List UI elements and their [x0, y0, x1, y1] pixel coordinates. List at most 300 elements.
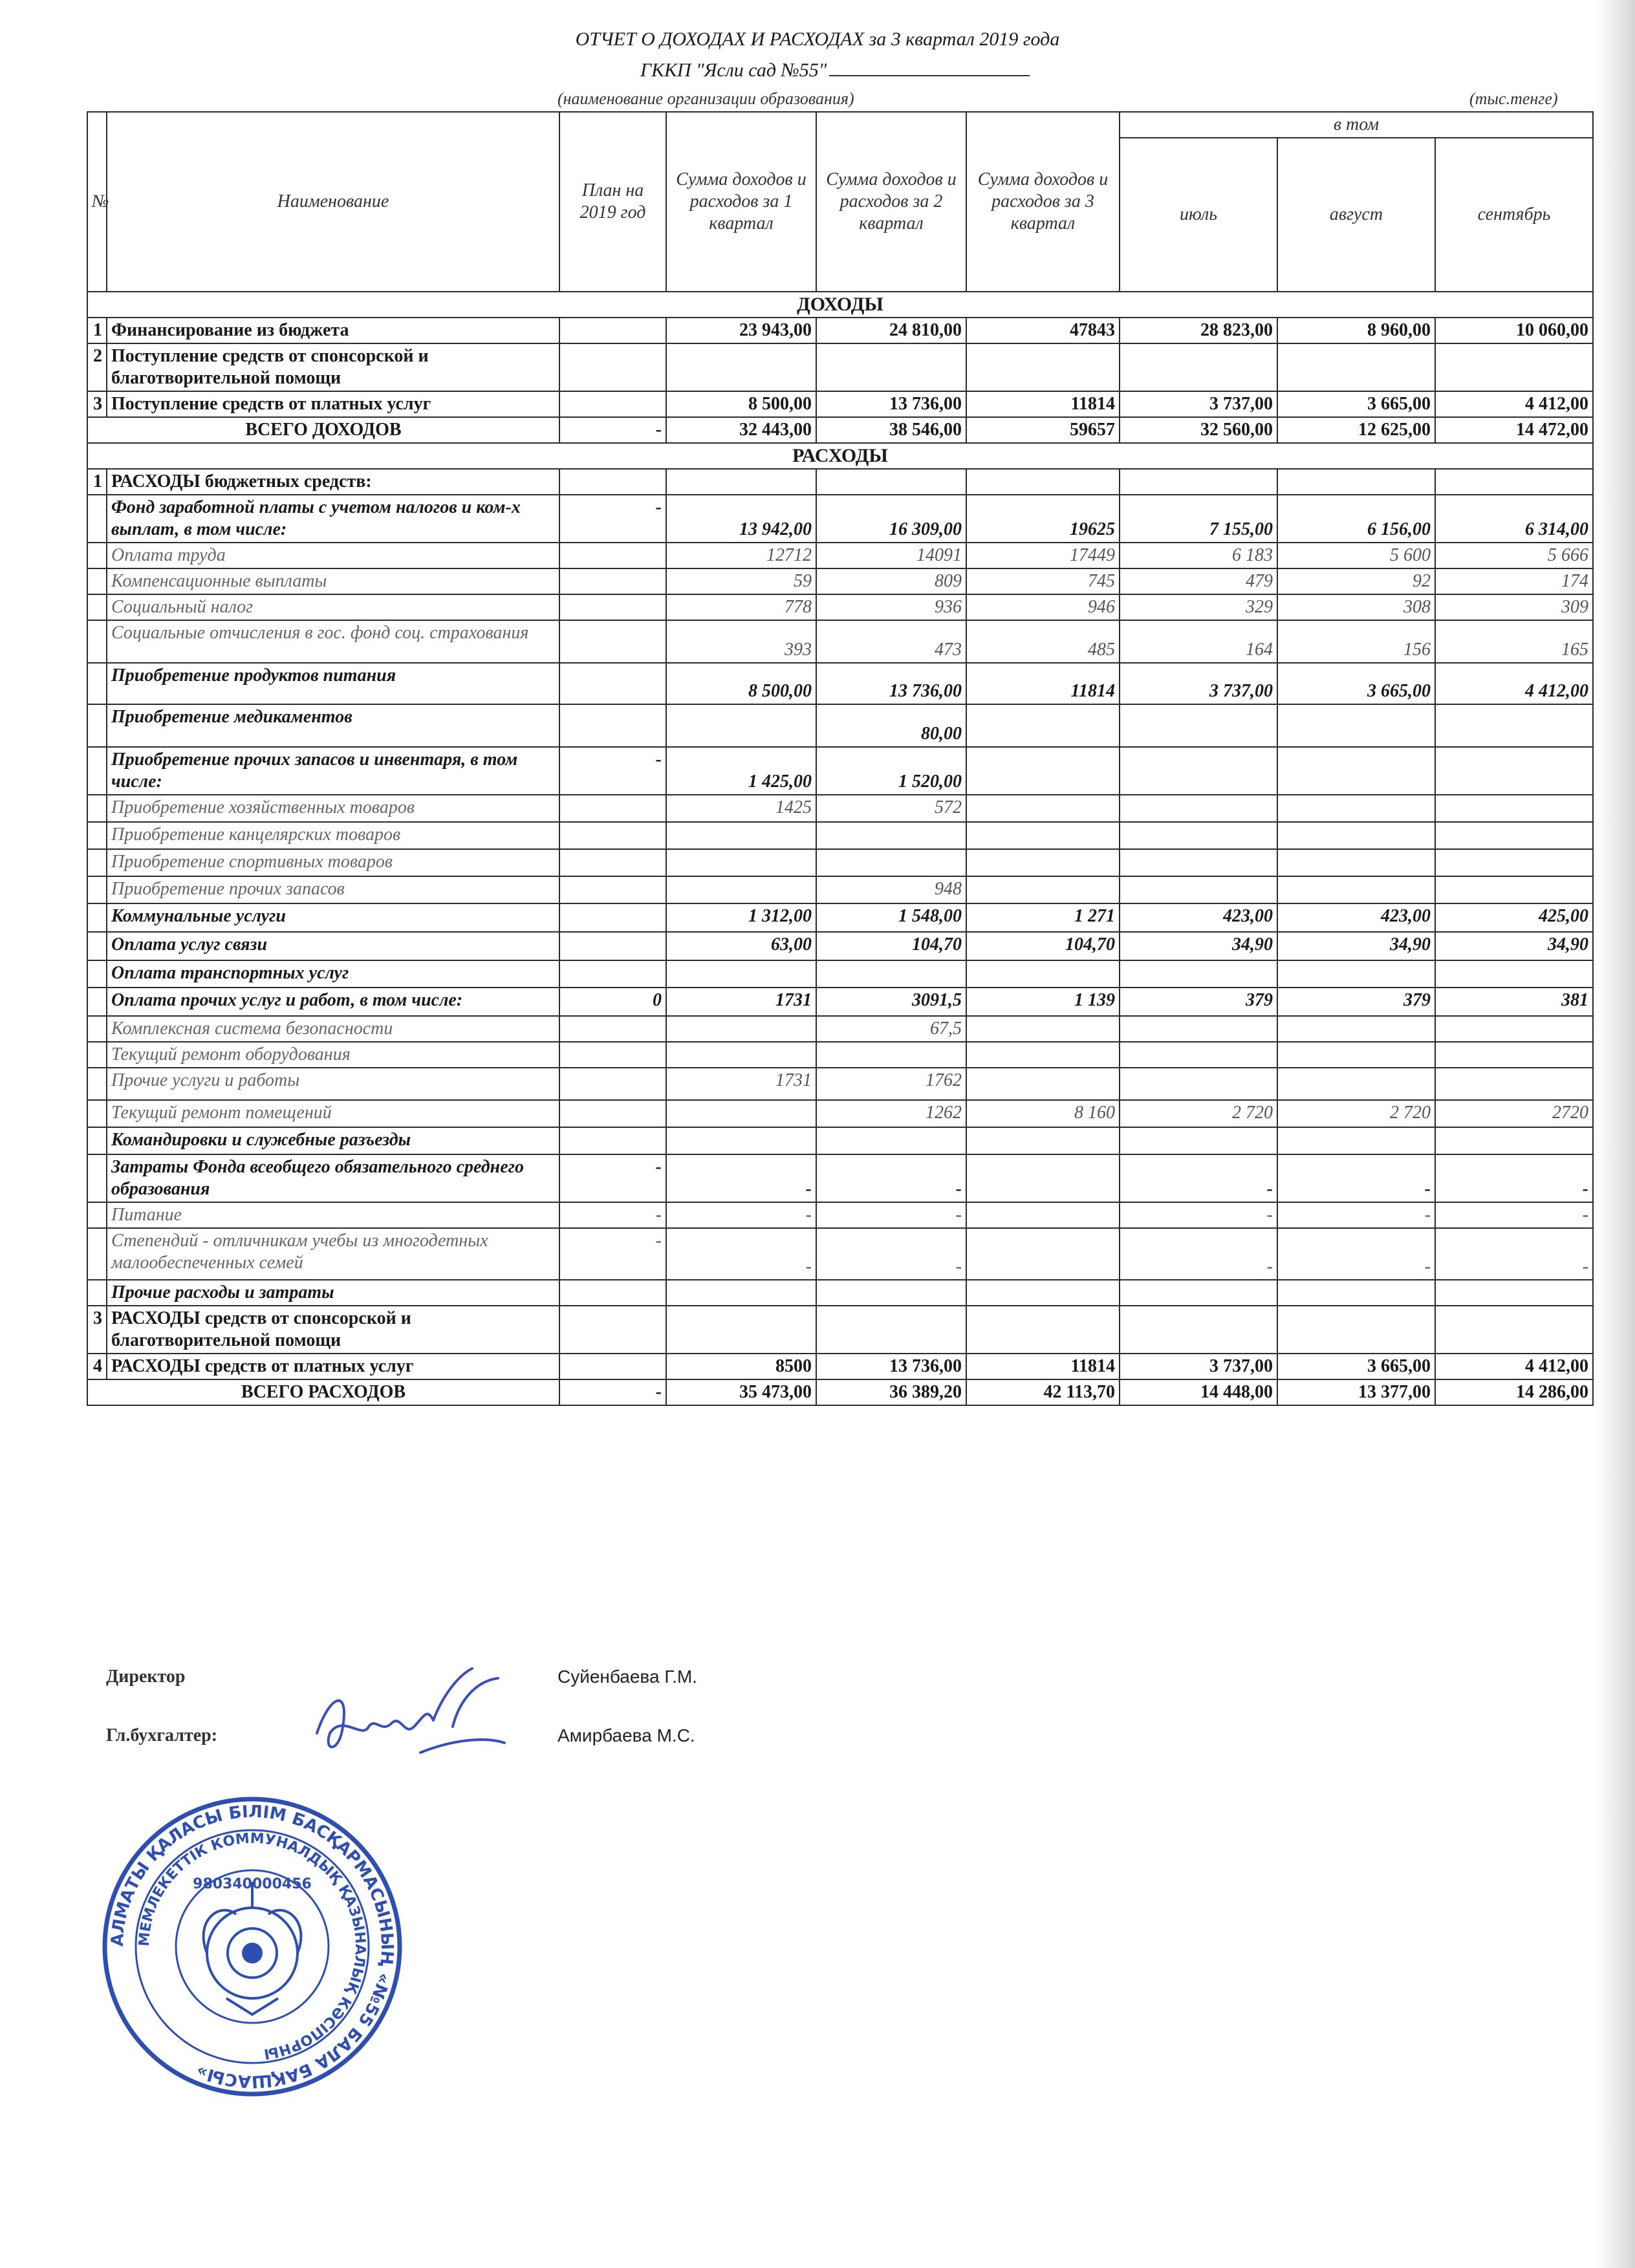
cell-august: 6 156,00: [1277, 495, 1435, 543]
row-number: [87, 932, 107, 960]
cell-q3: [966, 1016, 1120, 1042]
row-number: [87, 903, 107, 932]
organization-name-text: ГККП "Ясли сад №55": [640, 59, 827, 81]
expenses-section: [87, 443, 1593, 469]
underline: [829, 75, 1030, 76]
cell-august: [1277, 1068, 1435, 1100]
expense-row: [87, 1306, 1593, 1354]
cell-september: 381: [1435, 988, 1593, 1016]
cell-q2: 67,5: [816, 1016, 966, 1042]
cell-september: [1435, 469, 1593, 495]
cell-q2: [816, 469, 966, 495]
cell-q1: 1 312,00: [666, 903, 816, 932]
income-section: [87, 292, 1593, 318]
col-header-august: август: [1277, 138, 1435, 292]
cell-september: [1435, 795, 1593, 822]
cell-q1: [666, 704, 816, 747]
scan-edge-shadow: [1596, 0, 1635, 2268]
cell-september: 4 412,00: [1435, 663, 1593, 704]
cell-q3: [966, 795, 1120, 822]
row-number: [87, 795, 107, 822]
accountant-label: Гл.бухгалтер:: [106, 1725, 218, 1745]
row-label: Приобретение хозяйственных товаров: [107, 795, 559, 822]
cell-september: 6 314,00: [1435, 495, 1593, 543]
cell-plan: [559, 1306, 666, 1354]
signature-image: [304, 1656, 511, 1778]
row-label: Приобретение прочих запасов и инвентаря, в том числе:: [107, 747, 559, 795]
cell-august: [1277, 849, 1435, 876]
emblem-icon: [204, 1882, 301, 2014]
cell-plan: [559, 318, 666, 343]
cell-august: 308: [1277, 594, 1435, 620]
cell-august: [1277, 704, 1435, 747]
row-label: Социальные отчисления в гос. фонд соц. страхования: [107, 620, 559, 663]
cell-q1: [666, 849, 816, 876]
row-number: [87, 1068, 107, 1100]
cell-plan: [559, 795, 666, 822]
expense-row: [87, 1280, 1593, 1306]
row-number: 4: [87, 1354, 107, 1379]
expense-row: [87, 822, 1593, 849]
cell-august: -: [1277, 1154, 1435, 1202]
income-section-title: ДОХОДЫ: [87, 292, 1593, 318]
stamp-outer-text: АЛМАТЫ ҚАЛАСЫ БІЛІМ БАСҚАРМАСЫНЫҢ «№55 БАЛА БАҚШАСЫ»: [107, 1802, 397, 2091]
cell-plan: [559, 849, 666, 876]
row-label: Текущий ремонт помещений: [107, 1100, 559, 1127]
cell-august: [1277, 822, 1435, 849]
cell-q3: 1 271: [966, 903, 1120, 932]
cell-q3: 485: [966, 620, 1120, 663]
cell-july: 3 737,00: [1120, 1354, 1277, 1379]
cell-q3: [966, 469, 1120, 495]
cell-august: 423,00: [1277, 903, 1435, 932]
expense-row: [87, 663, 1593, 704]
row-label: Финансирование из бюджета: [107, 318, 559, 343]
cell-q1: [666, 1042, 816, 1068]
cell-q1: 63,00: [666, 932, 816, 960]
cell-august: 3 665,00: [1277, 1354, 1435, 1379]
cell-plan: [559, 663, 666, 704]
cell-plan: [559, 543, 666, 568]
cell-september: [1435, 1068, 1593, 1100]
cell-q2: [816, 849, 966, 876]
cell-plan: [559, 343, 666, 391]
cell-august: [1277, 1016, 1435, 1042]
cell-plan: [559, 932, 666, 960]
expense-row: [87, 960, 1593, 988]
total-q3: 59657: [966, 417, 1120, 443]
cell-september: 309: [1435, 594, 1593, 620]
cell-july: [1120, 1042, 1277, 1068]
expenses-total-row: [87, 1379, 1593, 1405]
total-july: 32 560,00: [1120, 417, 1277, 443]
row-number: [87, 988, 107, 1016]
cell-q3: [966, 822, 1120, 849]
expense-row: [87, 1154, 1593, 1202]
cell-q3: [966, 747, 1120, 795]
col-header-no: №: [87, 112, 107, 292]
cell-july: [1120, 1068, 1277, 1100]
cell-august: [1277, 343, 1435, 391]
cell-q2: -: [816, 1202, 966, 1228]
row-number: [87, 1154, 107, 1202]
cell-july: [1120, 795, 1277, 822]
cell-q3: 47843: [966, 318, 1120, 343]
cell-q1: [666, 1306, 816, 1354]
income-row: [87, 391, 1593, 417]
row-label: Степендий - отличникам учебы из многодетных малообеспеченных семей: [107, 1228, 559, 1280]
cell-july: 329: [1120, 594, 1277, 620]
row-label: Оплата транспортных услуг: [107, 960, 559, 988]
cell-q2: 3091,5: [816, 988, 966, 1016]
row-number: [87, 822, 107, 849]
cell-september: [1435, 876, 1593, 903]
expense-row: [87, 568, 1593, 594]
cell-september: 174: [1435, 568, 1593, 594]
cell-q3: 11814: [966, 663, 1120, 704]
cell-q1: 13 942,00: [666, 495, 816, 543]
cell-september: -: [1435, 1228, 1593, 1280]
cell-plan: [559, 1100, 666, 1127]
cell-august: [1277, 1042, 1435, 1068]
cell-july: -: [1120, 1228, 1277, 1280]
cell-september: 165: [1435, 620, 1593, 663]
cell-q1: [666, 1127, 816, 1154]
total-september: 14 286,00: [1435, 1379, 1593, 1405]
cell-q1: 778: [666, 594, 816, 620]
row-label: Оплата труда: [107, 543, 559, 568]
cell-q2: 1 520,00: [816, 747, 966, 795]
cell-september: [1435, 822, 1593, 849]
cell-plan: [559, 594, 666, 620]
cell-q2: [816, 822, 966, 849]
cell-september: 4 412,00: [1435, 391, 1593, 417]
cell-july: 2 720: [1120, 1100, 1277, 1127]
cell-q2: 14091: [816, 543, 966, 568]
row-label: Приобретение продуктов питания: [107, 663, 559, 704]
organization-caption: (наименование организации образования): [558, 89, 854, 108]
cell-q3: [966, 1306, 1120, 1354]
expense-row: [87, 495, 1593, 543]
row-number: [87, 1127, 107, 1154]
expense-row: [87, 1354, 1593, 1379]
cell-q3: [966, 704, 1120, 747]
cell-july: -: [1120, 1202, 1277, 1228]
report-table-body: [87, 292, 1593, 1405]
expense-row: [87, 469, 1593, 495]
total-q3: 42 113,70: [966, 1379, 1120, 1405]
cell-q2: [816, 1280, 966, 1306]
cell-q1: [666, 1100, 816, 1127]
cell-q1: [666, 1280, 816, 1306]
cell-q2: 13 736,00: [816, 663, 966, 704]
row-label: Коммунальные услуги: [107, 903, 559, 932]
cell-july: 7 155,00: [1120, 495, 1277, 543]
cell-q1: [666, 876, 816, 903]
cell-august: -: [1277, 1228, 1435, 1280]
total-september: 14 472,00: [1435, 417, 1593, 443]
total-plan: -: [559, 417, 666, 443]
row-label: Прочие услуги и работы: [107, 1068, 559, 1100]
row-label: Оплата прочих услуг и работ, в том числе:: [107, 988, 559, 1016]
row-number: [87, 1100, 107, 1127]
cell-july: [1120, 469, 1277, 495]
cell-plan: -: [559, 1154, 666, 1202]
cell-august: -: [1277, 1202, 1435, 1228]
cell-august: [1277, 747, 1435, 795]
row-number: [87, 1042, 107, 1068]
cell-july: 479: [1120, 568, 1277, 594]
row-label: Поступление средств от спонсорской и благотворительной помощи: [107, 343, 559, 391]
cell-q3: [966, 343, 1120, 391]
cell-september: [1435, 1127, 1593, 1154]
cell-plan: -: [559, 747, 666, 795]
col-header-q2: Сумма доходов и расходов за 2 квартал: [816, 112, 966, 292]
director-label: Директор: [106, 1667, 186, 1687]
cell-plan: [559, 822, 666, 849]
col-header-july: июль: [1120, 138, 1277, 292]
row-number: 1: [87, 318, 107, 343]
col-header-including: в том: [1120, 112, 1593, 138]
row-number: [87, 1280, 107, 1306]
cell-plan: [559, 1016, 666, 1042]
col-header-plan: План на 2019 год: [559, 112, 666, 292]
row-label: Комплексная система безопасности: [107, 1016, 559, 1042]
cell-q1: [666, 960, 816, 988]
cell-august: [1277, 1280, 1435, 1306]
cell-september: [1435, 1306, 1593, 1354]
cell-july: [1120, 822, 1277, 849]
cell-q3: 946: [966, 594, 1120, 620]
cell-q1: -: [666, 1228, 816, 1280]
expense-row: [87, 1042, 1593, 1068]
row-label: Прочие расходы и затраты: [107, 1280, 559, 1306]
cell-q1: 1425: [666, 795, 816, 822]
cell-q3: [966, 1228, 1120, 1280]
cell-plan: [559, 903, 666, 932]
expense-row: [87, 795, 1593, 822]
cell-july: 3 737,00: [1120, 663, 1277, 704]
cell-august: 8 960,00: [1277, 318, 1435, 343]
cell-q3: 8 160: [966, 1100, 1120, 1127]
cell-july: -: [1120, 1154, 1277, 1202]
row-label: Приобретение канцелярских товаров: [107, 822, 559, 849]
row-label: Питание: [107, 1202, 559, 1228]
cell-q2: [816, 1306, 966, 1354]
row-label: Социальный налог: [107, 594, 559, 620]
cell-august: 156: [1277, 620, 1435, 663]
income-row: [87, 343, 1593, 391]
cell-q1: 8500: [666, 1354, 816, 1379]
cell-august: [1277, 469, 1435, 495]
row-number: [87, 543, 107, 568]
cell-q1: 23 943,00: [666, 318, 816, 343]
expense-row: [87, 1228, 1593, 1280]
cell-q3: [966, 849, 1120, 876]
cell-august: 2 720: [1277, 1100, 1435, 1127]
row-label: Затраты Фонда всеобщего обязательного среднего образования: [107, 1154, 559, 1202]
total-q2: 38 546,00: [816, 417, 966, 443]
cell-q2: 16 309,00: [816, 495, 966, 543]
row-number: 1: [87, 469, 107, 495]
cell-q2: [816, 343, 966, 391]
cell-july: 34,90: [1120, 932, 1277, 960]
row-label: Компенсационные выплаты: [107, 568, 559, 594]
cell-q2: 1262: [816, 1100, 966, 1127]
cell-q3: 19625: [966, 495, 1120, 543]
row-number: [87, 704, 107, 747]
expense-row: [87, 903, 1593, 932]
cell-september: -: [1435, 1154, 1593, 1202]
cell-q1: 1 425,00: [666, 747, 816, 795]
cell-plan: -: [559, 1202, 666, 1228]
cell-plan: [559, 876, 666, 903]
expense-row: [87, 543, 1593, 568]
cell-plan: [559, 1068, 666, 1100]
cell-august: 34,90: [1277, 932, 1435, 960]
cell-q3: [966, 1042, 1120, 1068]
organization-name: [640, 59, 1030, 81]
row-label: РАСХОДЫ средств от платных услуг: [107, 1354, 559, 1379]
row-label: Текущий ремонт оборудования: [107, 1042, 559, 1068]
income-row: [87, 318, 1593, 343]
row-label: Приобретение прочих запасов: [107, 876, 559, 903]
cell-july: 6 183: [1120, 543, 1277, 568]
cell-q2: 1 548,00: [816, 903, 966, 932]
cell-q1: [666, 822, 816, 849]
expense-row: [87, 849, 1593, 876]
cell-q2: -: [816, 1154, 966, 1202]
cell-plan: [559, 704, 666, 747]
total-august: 13 377,00: [1277, 1379, 1435, 1405]
cell-q2: 24 810,00: [816, 318, 966, 343]
expense-row: [87, 932, 1593, 960]
cell-q2: -: [816, 1228, 966, 1280]
cell-q3: [966, 1068, 1120, 1100]
cell-q3: [966, 876, 1120, 903]
cell-plan: [559, 1042, 666, 1068]
cell-august: 379: [1277, 988, 1435, 1016]
cell-september: [1435, 960, 1593, 988]
cell-july: [1120, 1016, 1277, 1042]
stamp-bin: 980340000456: [193, 1876, 312, 1892]
expenses-section-title: РАСХОДЫ: [87, 443, 1593, 469]
cell-september: [1435, 1016, 1593, 1042]
cell-september: 425,00: [1435, 903, 1593, 932]
cell-september: 2720: [1435, 1100, 1593, 1127]
cell-q3: 17449: [966, 543, 1120, 568]
cell-plan: [559, 469, 666, 495]
cell-august: 3 665,00: [1277, 663, 1435, 704]
signature-stroke: [317, 1669, 504, 1753]
cell-july: [1120, 876, 1277, 903]
cell-q3: 11814: [966, 391, 1120, 417]
cell-q3: [966, 1154, 1120, 1202]
cell-july: [1120, 747, 1277, 795]
cell-q2: 13 736,00: [816, 1354, 966, 1379]
cell-q1: 8 500,00: [666, 663, 816, 704]
cell-july: [1120, 1127, 1277, 1154]
cell-july: [1120, 849, 1277, 876]
cell-q3: [966, 1202, 1120, 1228]
cell-july: [1120, 1306, 1277, 1354]
cell-q2: [816, 960, 966, 988]
row-number: [87, 1016, 107, 1042]
income-total-row: [87, 417, 1593, 443]
cell-q1: -: [666, 1154, 816, 1202]
cell-q1: [666, 1016, 816, 1042]
total-label: ВСЕГО РАСХОДОВ: [87, 1379, 559, 1405]
cell-q1: [666, 469, 816, 495]
cell-september: 10 060,00: [1435, 318, 1593, 343]
col-header-september: сентябрь: [1435, 138, 1593, 292]
cell-plan: [559, 1280, 666, 1306]
report-title: ОТЧЕТ О ДОХОДАХ И РАСХОДАХ за 3 квартал 2019 года: [575, 28, 1060, 50]
row-number: 3: [87, 391, 107, 417]
cell-plan: [559, 568, 666, 594]
cell-q2: 13 736,00: [816, 391, 966, 417]
total-q1: 32 443,00: [666, 417, 816, 443]
cell-q2: 948: [816, 876, 966, 903]
cell-q1: 1731: [666, 988, 816, 1016]
cell-q1: 8 500,00: [666, 391, 816, 417]
cell-august: 3 665,00: [1277, 391, 1435, 417]
cell-september: 4 412,00: [1435, 1354, 1593, 1379]
expense-row: [87, 594, 1593, 620]
row-number: [87, 594, 107, 620]
units-caption: (тыс.тенге): [1469, 89, 1558, 108]
row-label: РАСХОДЫ средств от спонсорской и благотворительной помощи: [107, 1306, 559, 1354]
cell-august: [1277, 1127, 1435, 1154]
director-name: Суйенбаева Г.М.: [558, 1667, 697, 1687]
row-label: Оплата услуг связи: [107, 932, 559, 960]
cell-august: [1277, 1306, 1435, 1354]
expense-row: [87, 876, 1593, 903]
cell-plan: [559, 391, 666, 417]
row-label: Приобретение спортивных товаров: [107, 849, 559, 876]
row-number: [87, 1202, 107, 1228]
cell-july: [1120, 960, 1277, 988]
cell-q2: 80,00: [816, 704, 966, 747]
cell-q2: [816, 1127, 966, 1154]
accountant-name: Амирбаева М.С.: [558, 1725, 695, 1745]
cell-september: -: [1435, 1202, 1593, 1228]
cell-july: [1120, 704, 1277, 747]
total-august: 12 625,00: [1277, 417, 1435, 443]
cell-september: [1435, 1042, 1593, 1068]
expense-row: [87, 1016, 1593, 1042]
cell-q2: [816, 1042, 966, 1068]
cell-july: 164: [1120, 620, 1277, 663]
cell-august: 5 600: [1277, 543, 1435, 568]
col-header-q1: Сумма доходов и расходов за 1 квартал: [666, 112, 816, 292]
cell-q3: 1 139: [966, 988, 1120, 1016]
cell-q2: 473: [816, 620, 966, 663]
row-label: Поступление средств от платных услуг: [107, 391, 559, 417]
cell-july: [1120, 1280, 1277, 1306]
row-number: [87, 849, 107, 876]
col-header-name: Наименование: [107, 112, 559, 292]
row-label: РАСХОДЫ бюджетных средств:: [107, 469, 559, 495]
cell-september: [1435, 343, 1593, 391]
cell-september: [1435, 1280, 1593, 1306]
stamp-inner-text: МЕМЛЕКЕТТІК КОММУНАЛДЫҚ ҚАЗЫНАЛЫҚ КӘСІПОРНЫ: [136, 1830, 369, 2062]
total-plan: -: [559, 1379, 666, 1405]
cell-september: [1435, 747, 1593, 795]
expense-row: [87, 1068, 1593, 1100]
row-number: [87, 960, 107, 988]
row-number: [87, 620, 107, 663]
